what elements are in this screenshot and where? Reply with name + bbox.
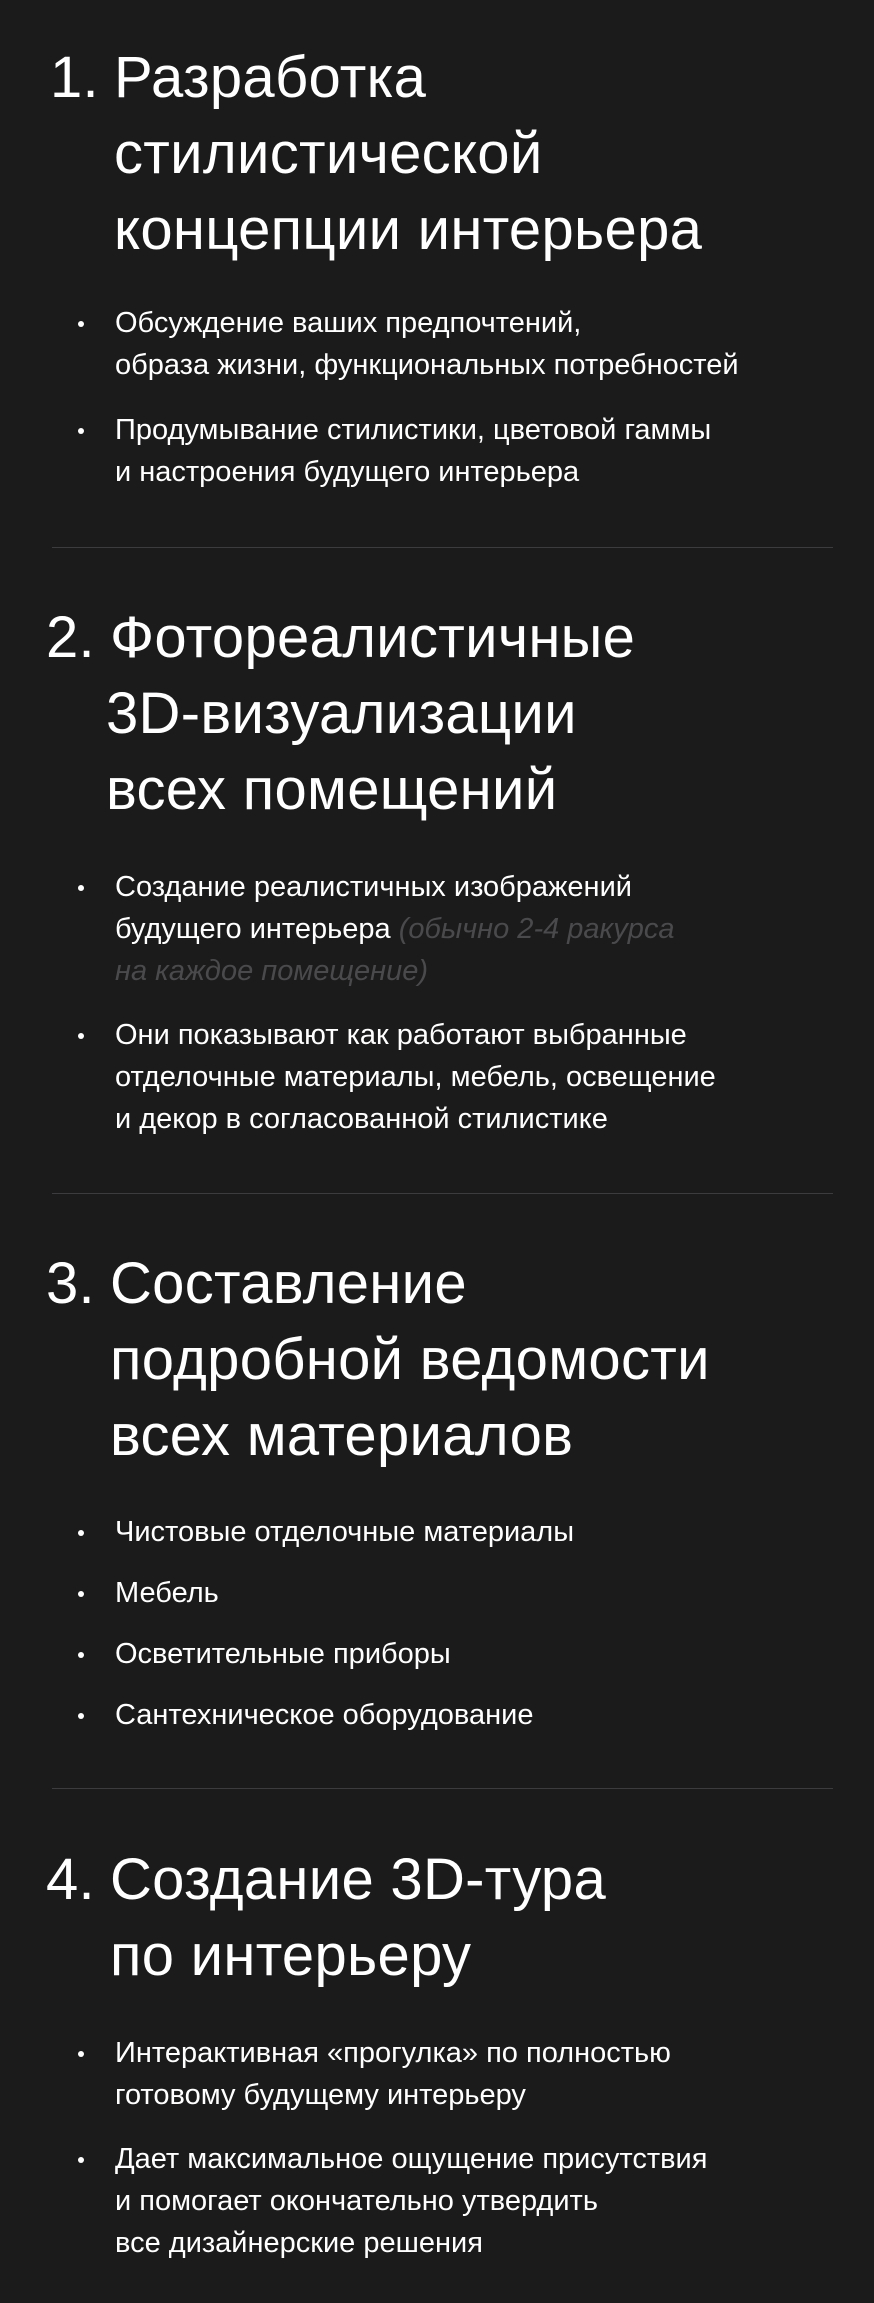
list-item-text: готовому будущему интерьеру: [115, 2079, 526, 2111]
section-1-heading: [50, 40, 874, 268]
section-4-title-line-1: Создание 3D-тура: [110, 1847, 607, 1912]
section-3-heading: [46, 1246, 874, 1474]
bullet-dot-icon: [78, 1530, 84, 1536]
bullet-dot-icon: [78, 1652, 84, 1658]
bullet-dot-icon: [78, 428, 84, 434]
list-item-text: Осветительные приборы: [115, 1638, 451, 1670]
list-item-text: Они показывают как работают выбранные: [115, 1019, 687, 1051]
section-3-number: 3.: [46, 1251, 95, 1316]
bullet-dot-icon: [78, 885, 84, 891]
list-item-text: образа жизни, функциональных потребностей: [115, 349, 739, 381]
list-item-text: Сантехническое оборудование: [115, 1699, 534, 1731]
section-1-title-line-1: Разработка: [114, 45, 427, 110]
list-item-text: Мебель: [115, 1577, 219, 1609]
list-item-text: отделочные материалы, мебель, освещение: [115, 1061, 716, 1093]
section-2-title-line-3: всех помещений: [106, 757, 558, 822]
section-divider: [52, 547, 833, 548]
section-2: [0, 600, 874, 1135]
section-3-title-line-1: Составление: [110, 1251, 467, 1316]
bullet-dot-icon: [78, 2051, 84, 2057]
section-3: [0, 1246, 874, 1731]
section-2-title-line-1: Фотореалистичные: [110, 605, 636, 670]
section-3-title-line-3: всех материалов: [110, 1403, 574, 1468]
section-4-heading: [46, 1842, 874, 1994]
section-4: [0, 1842, 874, 2259]
list-item-text: Создание реалистичных изображений: [115, 871, 632, 903]
bullet-dot-icon: [78, 1713, 84, 1719]
list-item-text: Продумывание стилистики, цветовой гаммы: [115, 414, 712, 446]
section-2-number: 2.: [46, 605, 95, 670]
bullet-dot-icon: [78, 321, 84, 327]
section-1-title-line-3: концепции интерьера: [114, 197, 703, 262]
section-1-number: 1.: [50, 45, 99, 110]
section-divider: [52, 1193, 833, 1194]
section-1: [0, 40, 874, 488]
list-item-text: и декор в согласованной стилистике: [115, 1103, 608, 1135]
section-1-title-line-2: стилистической: [114, 121, 543, 186]
list-item-text: Обсуждение ваших предпочтений,: [115, 307, 582, 339]
list-item-text: будущего интерьера: [115, 913, 391, 945]
list-item-text: Чистовые отделочные материалы: [115, 1516, 575, 1548]
bullet-dot-icon: [78, 2157, 84, 2163]
section-2-heading: [46, 600, 874, 828]
list-item-text: Интерактивная «прогулка» по полностью: [115, 2037, 671, 2069]
section-divider: [52, 1788, 833, 1789]
list-item-note: (обычно 2-4 ракурса: [398, 913, 675, 945]
section-2-title-line-2: 3D-визуализации: [106, 681, 577, 746]
section-4-title-line-2: по интерьеру: [110, 1923, 472, 1988]
section-3-title-line-2: подробной ведомости: [110, 1327, 710, 1392]
list-item-note: на каждое помещение): [115, 955, 429, 987]
bullet-dot-icon: [78, 1591, 84, 1597]
list-item-text: Дает максимальное ощущение присутствия: [115, 2143, 708, 2175]
list-item-text: и помогает окончательно утвердить: [115, 2185, 598, 2217]
bullet-dot-icon: [78, 1033, 84, 1039]
list-item-text: все дизайнерские решения: [115, 2227, 483, 2259]
section-4-number: 4.: [46, 1847, 95, 1912]
list-item-text: и настроения будущего интерьера: [115, 456, 580, 488]
